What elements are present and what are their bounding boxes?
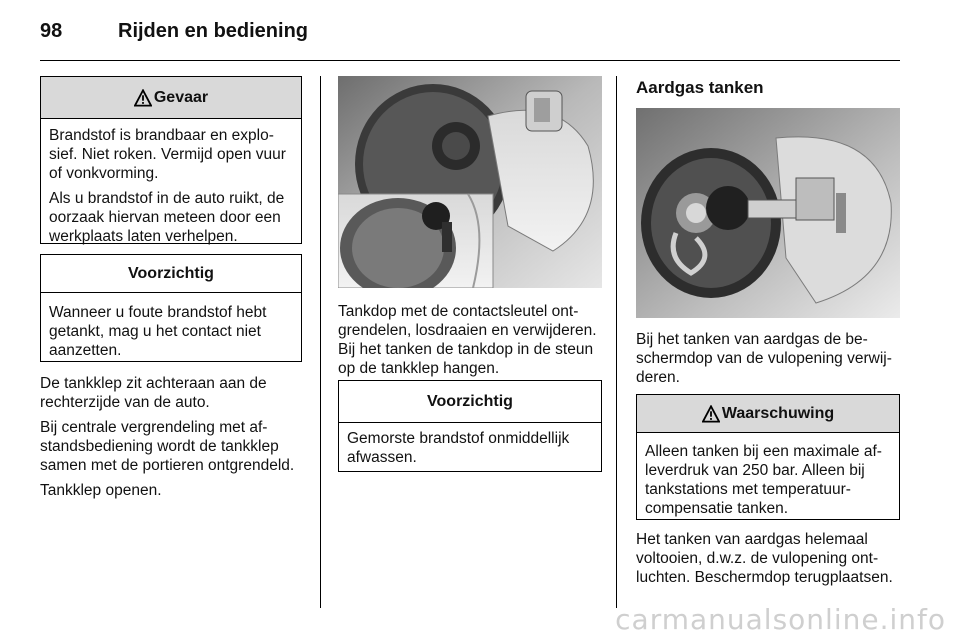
danger-box-title: Gevaar bbox=[153, 88, 209, 106]
caution-box-2-heading: Voorzichtig bbox=[339, 381, 601, 423]
caution-box-1-body bbox=[41, 293, 301, 368]
natural-gas-paragraph-1 bbox=[636, 330, 908, 393]
caution-box-1-heading: Voorzichtig bbox=[41, 255, 301, 293]
danger-box bbox=[40, 76, 302, 244]
fuel-cap-caption-text: Tankdop met de contactsleutel ontgrendelen, losdraaien en verwijderen. Bij het tanken de tankdop in de steun op de tankklep hangen. bbox=[338, 303, 597, 377]
danger-box-text-1: Brandstof is brandbaar en explosief. Niet roken. Vermijd open vuur of vonkvorming. bbox=[49, 127, 286, 182]
caution-box-2-body bbox=[339, 423, 601, 475]
danger-box-text-2: Als u brandstof in de auto ruikt, de oorzaak hiervan meteen door een werkplaats laten verhelpen. bbox=[49, 190, 285, 245]
natural-gas-paragraph-1-text: Bij het tanken van aardgas de beschermdop van de vulopening verwijderen. bbox=[636, 331, 892, 386]
caution-box-2-text: Gemorste brandstof onmiddellijk afwassen. bbox=[347, 430, 570, 466]
warning-triangle-icon bbox=[134, 89, 152, 107]
col1-paragraph-1: De tankklep zit achteraan aan de rechterzijde van de auto. bbox=[40, 375, 267, 411]
natural-gas-paragraph-2-text: Het tanken van aardgas helemaal voltooien, d.w.z. de vulopening ontluchten. Beschermdop terugplaatsen. bbox=[636, 531, 893, 586]
fuel-cap-illustration bbox=[338, 76, 602, 288]
header-rule bbox=[40, 60, 900, 61]
warning-box-text: Alleen tanken bij een maximale afleverdruk van 250 bar. Alleen bij tankstations met temperatuurcompensatie tanken. bbox=[645, 443, 882, 517]
page-title: Rijden en bediening bbox=[118, 20, 309, 42]
natural-gas-paragraph-2 bbox=[636, 530, 908, 593]
caution-box-1 bbox=[40, 254, 302, 362]
danger-box-body bbox=[41, 119, 301, 254]
fuel-cap-caption bbox=[338, 302, 608, 384]
col1-paragraphs bbox=[40, 374, 308, 506]
natural-gas-illustration bbox=[636, 108, 900, 318]
danger-box-heading bbox=[41, 77, 301, 119]
col1-paragraph-3: Tankklep openen. bbox=[40, 482, 162, 499]
warning-box-title: Waarschuwing bbox=[721, 404, 835, 422]
page-number: 98 bbox=[40, 20, 63, 42]
section-heading-natural-gas: Aardgas tanken bbox=[636, 78, 764, 97]
caution-box-1-text: Wanneer u foute brandstof hebt getankt, mag u het contact niet aanzetten. bbox=[49, 304, 267, 359]
warning-box-heading bbox=[637, 395, 899, 433]
col1-paragraph-2: Bij centrale vergrendeling met afstandsbediening wordt de tankklep samen met de portieren ontgrendeld. bbox=[40, 419, 295, 474]
column-divider-1 bbox=[320, 76, 321, 608]
warning-box bbox=[636, 394, 900, 520]
column-divider-2 bbox=[616, 76, 617, 608]
warning-triangle-icon bbox=[702, 405, 720, 423]
warning-box-body bbox=[637, 433, 899, 526]
watermark: carmanualsonline.info bbox=[615, 603, 946, 636]
caution-box-2 bbox=[338, 380, 602, 472]
